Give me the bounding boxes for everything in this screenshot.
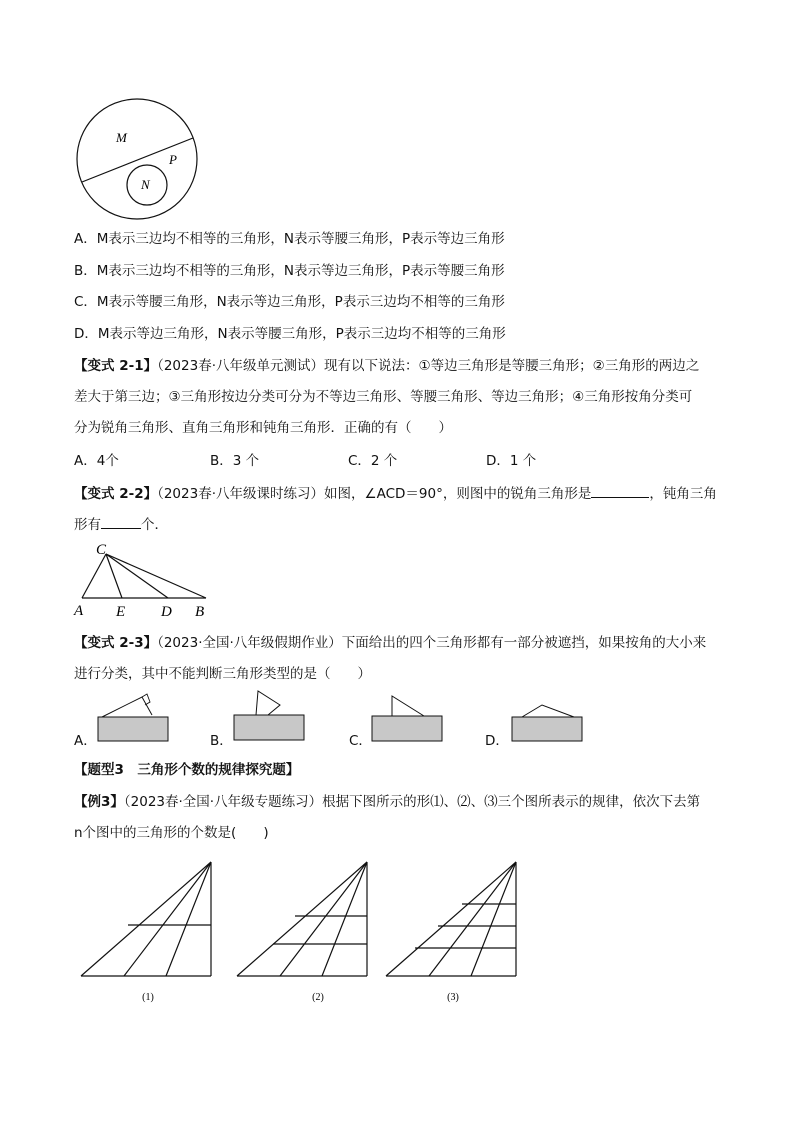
q22-text2b: 个． xyxy=(141,517,168,533)
label-m: M xyxy=(116,130,127,145)
segment-ca xyxy=(82,554,106,598)
option-a: A．M表示三边均不相等的三角形，N表示等腰三角形，P表示等边三角形 xyxy=(74,231,505,247)
q21-line1 xyxy=(74,356,699,376)
cover-rect-d xyxy=(512,717,582,741)
label-p: P xyxy=(169,152,177,167)
option-c: C．M表示等腰三角形，N表示等边三角形，P表示三边均不相等的三角形 xyxy=(74,294,505,310)
q22-line1 xyxy=(74,483,717,504)
q22-blank-acute[interactable] xyxy=(591,483,649,498)
venn-figure xyxy=(74,96,200,222)
caption-3: (3) xyxy=(447,992,459,1003)
cover-rect-b xyxy=(234,715,304,740)
ex3-figure-1 xyxy=(76,860,216,1012)
q21-option-a: A．4个 xyxy=(74,453,119,469)
q23-option-a-label: A． xyxy=(74,733,97,749)
point-c-label: C xyxy=(96,542,107,558)
q21-option-d: D．1 个 xyxy=(486,453,537,469)
q22-text2a: 形有 xyxy=(74,517,101,533)
q22-triangle-figure xyxy=(70,540,220,622)
q23-option-c-figure xyxy=(368,690,448,746)
option-d: D．M表示等边三角形，N表示等腰三角形，P表示三边均不相等的三角形 xyxy=(74,326,506,342)
q23-option-c-label: C． xyxy=(349,733,372,749)
q21-option-c: C．2 个 xyxy=(348,453,398,469)
cover-rect-c xyxy=(372,716,442,741)
label-n: N xyxy=(141,177,150,192)
outer-circle xyxy=(77,99,197,219)
point-e-label: E xyxy=(116,604,126,620)
q21-line2: 差大于第三边；③三角形按边分类可分为不等边三角形、等腰三角形、等边三角形；④三角形按角分类可 xyxy=(74,389,693,405)
q21-option-b: B．3 个 xyxy=(210,453,260,469)
q23-option-b-figure xyxy=(230,687,310,745)
q22-line2 xyxy=(74,514,168,535)
ex3-tag: 【例3】 xyxy=(74,794,124,810)
q21-tag: 【变式 2-1】 xyxy=(74,358,158,374)
q21-line3: 分为锐角三角形、直角三角形和钝角三角形．正确的有（ ） xyxy=(74,420,452,436)
q23-line2: 进行分类，其中不能判断三角形类型的是（ ） xyxy=(74,666,371,682)
ex3-figure-2 xyxy=(232,860,372,1012)
q21-text1: （2023春·八年级单元测试）现有以下说法：①等边三角形是等腰三角形；②三角形的两边之 xyxy=(157,358,700,374)
point-d-label: D xyxy=(161,604,172,620)
q22-text1: （2023春·八年级课时练习）如图，∠ACD＝90°，则图中的锐角三角形是 xyxy=(157,486,592,502)
ex3-figure-3 xyxy=(381,860,521,1012)
point-b-label: B xyxy=(195,604,205,620)
q23-option-d-label: D． xyxy=(485,733,509,749)
section3-title: 【题型3 三角形个数的规律探究题】 xyxy=(74,762,300,778)
ex3-line2: n个图中的三角形的个数是( ) xyxy=(74,825,269,841)
q22-tag: 【变式 2-2】 xyxy=(74,486,158,502)
q23-option-a-figure xyxy=(94,693,174,745)
q23-option-d-figure xyxy=(508,693,588,745)
segment-cb xyxy=(106,554,206,598)
caption-1: (1) xyxy=(142,992,154,1003)
q23-line1 xyxy=(74,633,706,653)
q23-option-b-label: B． xyxy=(210,733,233,749)
q22-blank-obtuse[interactable] xyxy=(101,514,141,529)
segment-cd xyxy=(106,554,168,598)
q23-tag: 【变式 2-3】 xyxy=(74,635,158,651)
caption-2: (2) xyxy=(312,992,324,1003)
cover-rect-a xyxy=(98,717,168,741)
point-a-label: A xyxy=(74,603,84,619)
option-b: B．M表示三边均不相等的三角形，N表示等边三角形，P表示等腰三角形 xyxy=(74,263,505,279)
q23-text1: （2023·全国·八年级假期作业）下面给出的四个三角形都有一部分被遮挡，如果按角的大小来 xyxy=(157,635,707,651)
ex3-line1 xyxy=(74,792,700,812)
ex3-text1: （2023春·全国·八年级专题练习）根据下图所示的形⑴、⑵、⑶三个图所表示的规律，依次下去第 xyxy=(123,794,701,810)
q22-text1-end: ，钝角三角 xyxy=(649,486,717,502)
